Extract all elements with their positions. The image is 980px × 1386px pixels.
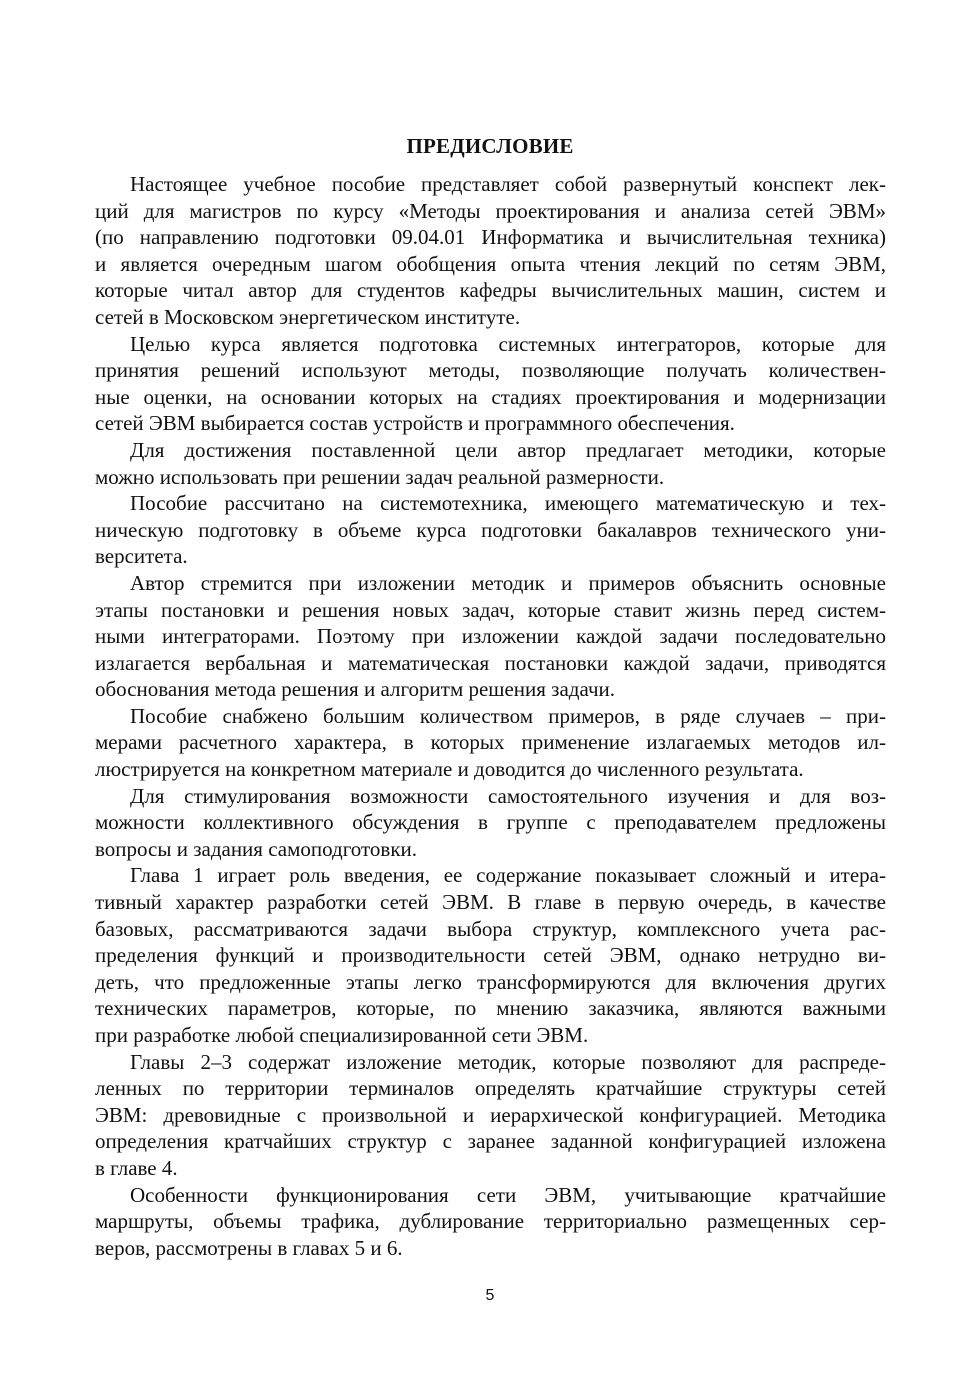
text-line: (по направлению подготовки 09.04.01 Информатика и вычислительная техника) [95, 225, 886, 250]
text-line: люстрируется на конкретном материале и доводится до численного результата. [95, 757, 804, 782]
paragraph [95, 703, 886, 783]
text-line: обоснования метода решения и алгоритм решения задачи. [95, 677, 616, 702]
paragraph [95, 490, 886, 570]
text-line: верситета. [95, 544, 188, 569]
text-line: технических параметров, которые, по мнению заказчика, являются важными [95, 996, 886, 1021]
text-line: тивный характер разработки сетей ЭВМ. В главе в первую очередь, в качестве [95, 890, 886, 915]
text-line: Автор стремится при изложении методик и примеров объяснить основные [130, 570, 886, 595]
page-number: 5 [485, 1287, 495, 1304]
page-title: ПРЕДИСЛОВИЕ [406, 134, 574, 158]
paragraph [95, 1182, 886, 1262]
text-line: маршруты, объемы трафика, дублирование территориально размещенных сер- [95, 1209, 886, 1234]
paragraph [95, 862, 886, 1048]
text-line: Настоящее учебное пособие представляет собой развернутый конспект лек- [130, 172, 886, 196]
document-body [95, 171, 886, 1261]
text-line: вопросы и задания самоподготовки. [95, 836, 418, 861]
text-line: и является очередным шагом обобщения опыта чтения лекций по сетям ЭВМ, [95, 251, 886, 276]
text-line: ническую подготовку в объеме курса подготовки бакалавров технического уни- [95, 517, 886, 542]
text-line: ленных по территории терминалов определять кратчайшие структуры сетей [95, 1076, 886, 1101]
text-line: ЭВМ: древовидные с произвольной и иерархической конфигурацией. Методика [95, 1102, 886, 1127]
text-line: Целью курса является подготовка системных интеграторов, которые для [130, 331, 886, 356]
paragraph [95, 331, 886, 437]
text-line: сетей ЭВМ выбирается состав устройств и программного обеспечения. [95, 411, 735, 436]
text-line: Пособие рассчитано на системотехника, имеющего математическую и тех- [130, 491, 886, 516]
text-line: Глава 1 играет роль введения, ее содержание показывает сложный и итера- [130, 863, 886, 888]
text-line: Пособие снабжено большим количеством примеров, в ряде случаев – при- [130, 703, 886, 728]
text-line: в главе 4. [95, 1155, 178, 1180]
text-line: при разработке любой специализированной сети ЭВМ. [95, 1023, 589, 1047]
paragraph [95, 171, 886, 331]
text-line: базовых, рассматриваются задачи выбора структур, комплексного учета рас- [95, 916, 886, 941]
text-line: пределения функций и производительности сетей ЭВМ, однако нетрудно ви- [95, 943, 886, 968]
paragraph [95, 1049, 886, 1182]
text-line: деть, что предложенные этапы легко трансформируются для включения других [95, 969, 886, 994]
text-line: Для стимулирования возможности самостоятельного изучения и для воз- [130, 783, 886, 808]
text-line: Главы 2–3 содержат изложение методик, которые позволяют для распреде- [130, 1049, 886, 1074]
text-line: сетей в Московском энергетическом институте. [95, 304, 521, 329]
paragraph [95, 437, 886, 490]
text-line: ными интеграторами. Поэтому при изложении каждой задачи последовательно [95, 624, 886, 649]
text-line: Для достижения поставленной цели автор предлагает методики, которые [130, 437, 886, 462]
text-line: мерами расчетного характера, в которых применение излагаемых методов ил- [95, 730, 886, 755]
text-line: Особенности функционирования сети ЭВМ, учитывающие кратчайшие [130, 1182, 886, 1207]
text-line: этапы постановки и решения новых задач, которые ставит жизнь перед систем- [95, 597, 886, 622]
text-line: можно использовать при решении задач реальной размерности. [95, 464, 665, 489]
text-line: ные оценки, на основании которых на стадиях проектирования и модернизации [95, 384, 886, 409]
text-line: принятия решений используют методы, позволяющие получать количествен- [95, 358, 886, 383]
text-line: определения кратчайших структур с заранее заданной конфигурацией изложена [95, 1129, 886, 1154]
paragraph [95, 570, 886, 703]
paragraph [95, 783, 886, 863]
text-line: веров, рассмотрены в главах 5 и 6. [95, 1235, 403, 1260]
text-line: ций для магистров по курсу «Методы проектирования и анализа сетей ЭВМ» [95, 198, 886, 223]
text-line: которые читал автор для студентов кафедры вычислительных машин, систем и [95, 278, 886, 303]
text-line: излагается вербальная и математическая постановки каждой задачи, приводятся [95, 650, 886, 675]
text-line: можности коллективного обсуждения в группе с преподавателем предложены [95, 810, 886, 835]
